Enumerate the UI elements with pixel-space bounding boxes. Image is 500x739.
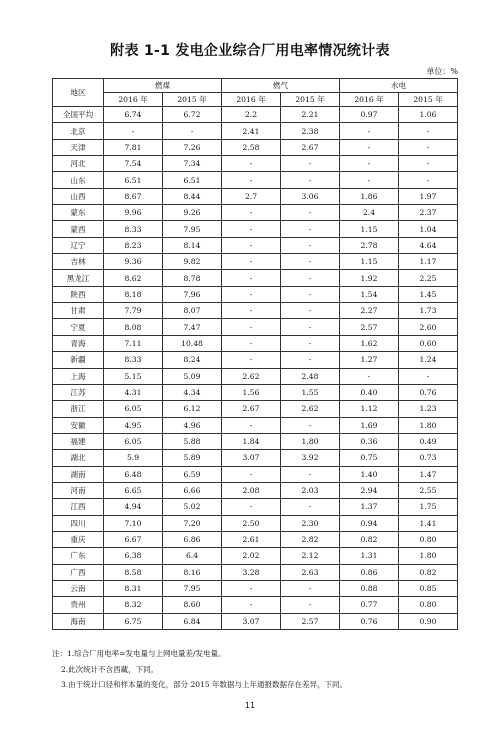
- value-cell: 2.02: [222, 548, 281, 564]
- value-cell: 1.04: [399, 221, 458, 237]
- region-cell: 湖南: [53, 466, 104, 482]
- table-body: [53, 107, 458, 630]
- table-row: [53, 221, 458, 237]
- table-row: [53, 515, 458, 531]
- note-1: 注：1.综合厂用电率=发电量与上网电量差/发电量。: [52, 649, 226, 658]
- value-cell: 7.54: [104, 156, 163, 172]
- value-cell: -: [222, 270, 281, 286]
- value-cell: -: [281, 286, 340, 302]
- table-row: [53, 107, 458, 123]
- value-cell: -: [281, 221, 340, 237]
- value-cell: 3.07: [222, 450, 281, 466]
- value-cell: 8.07: [163, 303, 222, 319]
- value-cell: 1.92: [340, 270, 399, 286]
- header-year: 2016 年: [104, 93, 163, 107]
- value-cell: 2.55: [399, 482, 458, 498]
- value-cell: 0.36: [340, 433, 399, 449]
- value-cell: 1.27: [340, 352, 399, 368]
- value-cell: 9.82: [163, 254, 222, 270]
- value-cell: -: [222, 205, 281, 221]
- region-cell: 江西: [53, 499, 104, 515]
- unit-label: 单位：%: [426, 67, 458, 76]
- table-row: [53, 352, 458, 368]
- value-cell: 2.58: [222, 139, 281, 155]
- value-cell: -: [281, 597, 340, 613]
- value-cell: 4.64: [399, 237, 458, 253]
- value-cell: 4.31: [104, 384, 163, 400]
- value-cell: 4.96: [163, 417, 222, 433]
- value-cell: 2.50: [222, 515, 281, 531]
- value-cell: 0.60: [399, 335, 458, 351]
- table-row: [53, 254, 458, 270]
- value-cell: 6.75: [104, 613, 163, 629]
- region-cell: 上海: [53, 368, 104, 384]
- region-cell: 福建: [53, 433, 104, 449]
- value-cell: 2.57: [281, 613, 340, 629]
- value-cell: 5.02: [163, 499, 222, 515]
- statistics-table: [52, 78, 458, 630]
- value-cell: 6.51: [163, 172, 222, 188]
- value-cell: -: [340, 139, 399, 155]
- value-cell: 0.82: [399, 564, 458, 580]
- value-cell: -: [222, 597, 281, 613]
- value-cell: 8.62: [104, 270, 163, 286]
- table-row: [53, 531, 458, 547]
- value-cell: 1.84: [222, 433, 281, 449]
- value-cell: 7.79: [104, 303, 163, 319]
- table-row: [53, 188, 458, 204]
- table-row: [53, 580, 458, 596]
- value-cell: 2.2: [222, 107, 281, 123]
- value-cell: 8.33: [104, 352, 163, 368]
- value-cell: -: [281, 270, 340, 286]
- header-region: 地区: [53, 79, 104, 107]
- value-cell: -: [222, 335, 281, 351]
- value-cell: 2.08: [222, 482, 281, 498]
- value-cell: 6.48: [104, 466, 163, 482]
- value-cell: 6.66: [163, 482, 222, 498]
- value-cell: 4.34: [163, 384, 222, 400]
- notes: [52, 646, 347, 693]
- value-cell: 1.62: [340, 335, 399, 351]
- value-cell: -: [281, 156, 340, 172]
- table-row: [53, 368, 458, 384]
- table-row: [53, 499, 458, 515]
- region-cell: 江苏: [53, 384, 104, 400]
- value-cell: 2.61: [222, 531, 281, 547]
- value-cell: 1.75: [399, 499, 458, 515]
- value-cell: 8.24: [163, 352, 222, 368]
- table-row: [53, 482, 458, 498]
- value-cell: 9.36: [104, 254, 163, 270]
- value-cell: -: [399, 172, 458, 188]
- table-row: [53, 384, 458, 400]
- value-cell: 0.97: [340, 107, 399, 123]
- value-cell: 1.12: [340, 401, 399, 417]
- value-cell: 8.18: [104, 286, 163, 302]
- value-cell: 1.37: [340, 499, 399, 515]
- header-year: 2015 年: [281, 93, 340, 107]
- value-cell: 8.67: [104, 188, 163, 204]
- value-cell: -: [281, 466, 340, 482]
- region-cell: 陕西: [53, 286, 104, 302]
- value-cell: 5.88: [163, 433, 222, 449]
- table-row: [53, 286, 458, 302]
- value-cell: 8.60: [163, 597, 222, 613]
- value-cell: 6.65: [104, 482, 163, 498]
- page-title: 附表 1-1 发电企业综合厂用电率情况统计表: [110, 43, 390, 59]
- value-cell: -: [399, 139, 458, 155]
- value-cell: 2.62: [281, 401, 340, 417]
- table-row: [53, 417, 458, 433]
- value-cell: 1.31: [340, 548, 399, 564]
- value-cell: 0.80: [399, 531, 458, 547]
- value-cell: 2.62: [222, 368, 281, 384]
- table-row: [53, 564, 458, 580]
- value-cell: -: [340, 172, 399, 188]
- value-cell: 7.47: [163, 319, 222, 335]
- value-cell: -: [340, 368, 399, 384]
- value-cell: 1.24: [399, 352, 458, 368]
- value-cell: 2.57: [340, 319, 399, 335]
- value-cell: -: [281, 580, 340, 596]
- value-cell: 8.16: [163, 564, 222, 580]
- value-cell: 6.84: [163, 613, 222, 629]
- value-cell: 6.05: [104, 401, 163, 417]
- value-cell: 1.15: [340, 221, 399, 237]
- value-cell: 2.30: [281, 515, 340, 531]
- value-cell: -: [222, 156, 281, 172]
- region-cell: 山西: [53, 188, 104, 204]
- value-cell: 2.4: [340, 205, 399, 221]
- value-cell: 4.94: [104, 499, 163, 515]
- value-cell: 6.72: [163, 107, 222, 123]
- value-cell: 3.28: [222, 564, 281, 580]
- page-number: 11: [244, 701, 256, 710]
- table-row: [53, 205, 458, 221]
- value-cell: 2.48: [281, 368, 340, 384]
- value-cell: 1.17: [399, 254, 458, 270]
- value-cell: 6.38: [104, 548, 163, 564]
- value-cell: -: [222, 303, 281, 319]
- value-cell: 2.21: [281, 107, 340, 123]
- note-3: 3.由于统计口径和样本量的变化，部分 2015 年数据与上年通报数据存在差异，下同。: [61, 680, 348, 689]
- value-cell: 7.95: [163, 221, 222, 237]
- region-cell: 海南: [53, 613, 104, 629]
- value-cell: -: [222, 172, 281, 188]
- value-cell: -: [222, 221, 281, 237]
- value-cell: 7.10: [104, 515, 163, 531]
- value-cell: 0.82: [340, 531, 399, 547]
- table-row: [53, 319, 458, 335]
- value-cell: -: [222, 580, 281, 596]
- table-row: [53, 466, 458, 482]
- header-year: 2016 年: [222, 93, 281, 107]
- value-cell: 5.9: [104, 450, 163, 466]
- value-cell: 6.59: [163, 466, 222, 482]
- region-cell: 蒙西: [53, 221, 104, 237]
- value-cell: 0.49: [399, 433, 458, 449]
- table-row: [53, 270, 458, 286]
- header-group-coal: 燃煤: [104, 79, 222, 93]
- region-cell: 安徽: [53, 417, 104, 433]
- region-cell: 宁夏: [53, 319, 104, 335]
- value-cell: -: [281, 172, 340, 188]
- header-year: 2016 年: [340, 93, 399, 107]
- value-cell: 1.73: [399, 303, 458, 319]
- value-cell: 5.89: [163, 450, 222, 466]
- value-cell: 0.75: [340, 450, 399, 466]
- value-cell: 2.78: [340, 237, 399, 253]
- value-cell: 7.20: [163, 515, 222, 531]
- region-cell: 北京: [53, 123, 104, 139]
- value-cell: 6.05: [104, 433, 163, 449]
- header-year: 2015 年: [163, 93, 222, 107]
- value-cell: 0.77: [340, 597, 399, 613]
- table-row: [53, 123, 458, 139]
- region-cell: 重庆: [53, 531, 104, 547]
- value-cell: 2.7: [222, 188, 281, 204]
- region-cell: 黑龙江: [53, 270, 104, 286]
- value-cell: 8.23: [104, 237, 163, 253]
- table-row: [53, 139, 458, 155]
- value-cell: 1.69: [340, 417, 399, 433]
- value-cell: 2.38: [281, 123, 340, 139]
- value-cell: 8.58: [104, 564, 163, 580]
- region-cell: 吉林: [53, 254, 104, 270]
- table-row: [53, 450, 458, 466]
- value-cell: 9.26: [163, 205, 222, 221]
- table-row: [53, 433, 458, 449]
- value-cell: 8.14: [163, 237, 222, 253]
- value-cell: -: [340, 156, 399, 172]
- table-row: [53, 303, 458, 319]
- value-cell: -: [222, 466, 281, 482]
- value-cell: 6.4: [163, 548, 222, 564]
- value-cell: 1.45: [399, 286, 458, 302]
- value-cell: -: [281, 319, 340, 335]
- value-cell: 1.47: [399, 466, 458, 482]
- value-cell: -: [222, 286, 281, 302]
- header-group-gas: 燃气: [222, 79, 340, 93]
- value-cell: 3.92: [281, 450, 340, 466]
- region-cell: 青海: [53, 335, 104, 351]
- value-cell: 2.94: [340, 482, 399, 498]
- value-cell: -: [163, 123, 222, 139]
- value-cell: -: [281, 237, 340, 253]
- region-cell: 河南: [53, 482, 104, 498]
- value-cell: 10.48: [163, 335, 222, 351]
- value-cell: -: [222, 499, 281, 515]
- value-cell: -: [281, 352, 340, 368]
- value-cell: -: [222, 417, 281, 433]
- value-cell: 2.12: [281, 548, 340, 564]
- value-cell: -: [104, 123, 163, 139]
- value-cell: 1.86: [340, 188, 399, 204]
- value-cell: 1.41: [399, 515, 458, 531]
- value-cell: 1.55: [281, 384, 340, 400]
- table-row: [53, 335, 458, 351]
- value-cell: -: [281, 205, 340, 221]
- value-cell: 1.56: [222, 384, 281, 400]
- value-cell: 8.08: [104, 319, 163, 335]
- table-row: [53, 597, 458, 613]
- value-cell: 1.80: [399, 548, 458, 564]
- value-cell: 1.40: [340, 466, 399, 482]
- value-cell: 1.54: [340, 286, 399, 302]
- value-cell: -: [281, 417, 340, 433]
- table-row: [53, 548, 458, 564]
- table-row: [53, 172, 458, 188]
- value-cell: 0.76: [399, 384, 458, 400]
- table-row: [53, 401, 458, 417]
- region-cell: 山东: [53, 172, 104, 188]
- region-cell: 云南: [53, 580, 104, 596]
- note-2: 2.此次统计不含西藏，下同。: [61, 664, 159, 674]
- value-cell: 8.32: [104, 597, 163, 613]
- value-cell: 6.86: [163, 531, 222, 547]
- value-cell: 5.09: [163, 368, 222, 384]
- value-cell: 0.76: [340, 613, 399, 629]
- value-cell: -: [281, 499, 340, 515]
- value-cell: 0.94: [340, 515, 399, 531]
- region-cell: 四川: [53, 515, 104, 531]
- value-cell: 3.07: [222, 613, 281, 629]
- region-cell: 广西: [53, 564, 104, 580]
- value-cell: 1.80: [399, 417, 458, 433]
- value-cell: -: [281, 254, 340, 270]
- value-cell: 8.44: [163, 188, 222, 204]
- value-cell: -: [281, 335, 340, 351]
- region-cell: 浙江: [53, 401, 104, 417]
- value-cell: 0.73: [399, 450, 458, 466]
- value-cell: 6.67: [104, 531, 163, 547]
- value-cell: 7.95: [163, 580, 222, 596]
- value-cell: 2.27: [340, 303, 399, 319]
- region-cell: 河北: [53, 156, 104, 172]
- value-cell: 0.86: [340, 564, 399, 580]
- header-year: 2015 年: [399, 93, 458, 107]
- value-cell: 7.81: [104, 139, 163, 155]
- value-cell: -: [222, 319, 281, 335]
- value-cell: 5.15: [104, 368, 163, 384]
- value-cell: 4.95: [104, 417, 163, 433]
- value-cell: 2.67: [222, 401, 281, 417]
- value-cell: 8.31: [104, 580, 163, 596]
- value-cell: 2.63: [281, 564, 340, 580]
- value-cell: 0.80: [399, 597, 458, 613]
- value-cell: 0.85: [399, 580, 458, 596]
- value-cell: 7.26: [163, 139, 222, 155]
- value-cell: 1.80: [281, 433, 340, 449]
- value-cell: -: [399, 156, 458, 172]
- region-cell: 新疆: [53, 352, 104, 368]
- region-cell: 全国平均: [53, 107, 104, 123]
- value-cell: 6.74: [104, 107, 163, 123]
- value-cell: 9.96: [104, 205, 163, 221]
- value-cell: 0.90: [399, 613, 458, 629]
- table-row: [53, 237, 458, 253]
- value-cell: 8.33: [104, 221, 163, 237]
- value-cell: 1.15: [340, 254, 399, 270]
- region-cell: 广东: [53, 548, 104, 564]
- value-cell: 2.60: [399, 319, 458, 335]
- value-cell: 2.25: [399, 270, 458, 286]
- value-cell: 2.41: [222, 123, 281, 139]
- value-cell: 3.06: [281, 188, 340, 204]
- value-cell: 7.96: [163, 286, 222, 302]
- value-cell: -: [340, 123, 399, 139]
- value-cell: 8.78: [163, 270, 222, 286]
- table-row: [53, 156, 458, 172]
- value-cell: 2.03: [281, 482, 340, 498]
- value-cell: -: [399, 368, 458, 384]
- header-group-hydro: 水电: [340, 79, 458, 93]
- region-cell: 甘肃: [53, 303, 104, 319]
- value-cell: 6.12: [163, 401, 222, 417]
- value-cell: 7.34: [163, 156, 222, 172]
- value-cell: 1.06: [399, 107, 458, 123]
- value-cell: -: [222, 254, 281, 270]
- region-cell: 蒙东: [53, 205, 104, 221]
- value-cell: 2.67: [281, 139, 340, 155]
- value-cell: -: [281, 303, 340, 319]
- value-cell: 0.40: [340, 384, 399, 400]
- value-cell: 1.23: [399, 401, 458, 417]
- value-cell: -: [222, 352, 281, 368]
- region-cell: 辽宁: [53, 237, 104, 253]
- value-cell: 6.51: [104, 172, 163, 188]
- value-cell: -: [222, 237, 281, 253]
- region-cell: 贵州: [53, 597, 104, 613]
- value-cell: 2.82: [281, 531, 340, 547]
- region-cell: 湖北: [53, 450, 104, 466]
- region-cell: 天津: [53, 139, 104, 155]
- value-cell: 1.97: [399, 188, 458, 204]
- table-row: [53, 613, 458, 629]
- value-cell: 2.37: [399, 205, 458, 221]
- value-cell: 0.88: [340, 580, 399, 596]
- value-cell: -: [399, 123, 458, 139]
- value-cell: 7.11: [104, 335, 163, 351]
